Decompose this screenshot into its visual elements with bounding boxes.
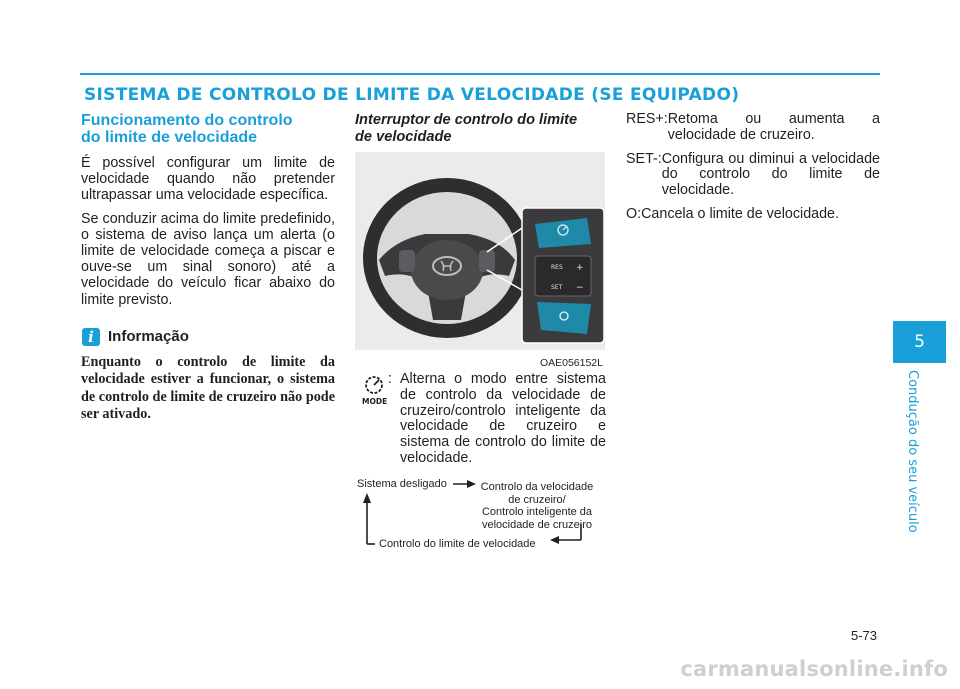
arrow-cruise-to-limit-head <box>550 536 559 544</box>
chapter-name: Condução do seu veículo <box>905 370 920 533</box>
intro-paragraph: É possível configurar um limite de velocidade quando não pretender ultrapassar uma velocidade específica. <box>81 155 335 204</box>
set-term: SET-: <box>626 150 662 167</box>
mode-cycle-diagram <box>355 476 605 561</box>
cancel-definition <box>626 207 880 223</box>
figure-code: OAE056152L <box>539 357 603 369</box>
steering-wheel-illustration <box>355 152 605 350</box>
right-column <box>626 112 880 231</box>
res-term: RES+: <box>626 111 668 127</box>
top-rule <box>80 73 880 75</box>
flow-cruise-control <box>473 481 601 531</box>
set-label: SET <box>551 284 563 291</box>
flow-speed-limit: Controlo do limite de velocidade <box>379 538 536 550</box>
steering-wheel-hub <box>411 240 483 300</box>
mode-description-text: Alterna o modo entre sistema de controlo da velocidade de cruzeiro/controlo inteligente da velocidade de cruzeiro e sistema de controlo do limite de velocidade. <box>400 371 606 466</box>
warning-paragraph: Se conduzir acima do limite predefinido, o sistema de aviso lança um alerta (o limite de velocidade começa a piscar e ouve-se um sinal sonoro) até a velocidade do veículo ficar abaixo do limite previsto. <box>81 210 335 308</box>
flow-system-off: Sistema desligado <box>357 478 447 490</box>
cancel-description: Cancela o limite de velocidade. <box>641 205 839 222</box>
mode-colon: : <box>388 371 392 387</box>
cancel-term: O: <box>626 205 642 222</box>
operation-heading <box>81 112 335 146</box>
spoke-buttons-left <box>399 250 415 272</box>
info-body: Enquanto o controlo de limite da velocidade estiver a funcionar, o sistema de controlo de limite de cruzeiro não pode ser ativado. <box>81 353 335 423</box>
operation-heading-line1: Funcionamento do controlo <box>81 112 293 129</box>
switch-heading <box>355 112 605 146</box>
set-definition <box>626 152 880 199</box>
chapter-tab[interactable]: 5 <box>893 321 946 363</box>
res-description: Retoma ou aumenta a velocidade de cruzeiro. <box>667 111 880 143</box>
arrow-limit-to-off-head <box>363 493 371 503</box>
set-minus-label: − <box>576 283 584 293</box>
steering-wheel-figure <box>355 152 605 369</box>
switch-heading-line2: de velocidade <box>355 129 452 145</box>
watermark: carmanualsonline.info <box>680 657 948 681</box>
flow-cruise-line2: de cruzeiro/ <box>508 493 566 506</box>
mode-icon-needle <box>374 380 379 385</box>
res-definition <box>626 112 880 144</box>
spoke-buttons-right <box>479 250 495 272</box>
page-number: 5-73 <box>850 628 877 643</box>
info-heading <box>82 328 335 346</box>
mode-speedometer-icon <box>361 375 391 409</box>
mode-description-row <box>355 372 605 464</box>
flow-cruise-line3: Controlo inteligente da <box>481 506 593 518</box>
section-title: SISTEMA DE CONTROLO DE LIMITE DA VELOCIDADE (SE EQUIPADO) <box>84 85 740 105</box>
switch-heading-line1: Interruptor de controlo do limite <box>355 112 578 128</box>
flow-cruise-line4: velocidade de cruzeiro <box>481 518 593 531</box>
res-label: RES <box>551 264 563 271</box>
middle-column <box>355 112 605 561</box>
left-column <box>81 112 335 424</box>
mode-description <box>388 372 606 467</box>
cancel-button-shape <box>537 302 591 334</box>
info-icon: i <box>82 328 100 346</box>
flow-cruise-line1: Controlo da velocidade <box>480 481 594 493</box>
info-title: Informação <box>108 328 189 346</box>
operation-heading-line2: do limite de velocidade <box>81 129 258 146</box>
res-plus-label: + <box>576 263 584 273</box>
set-description: Configura ou diminui a velocidade do controlo do limite de velocidade. <box>661 150 880 199</box>
mode-icon-label: MODE <box>362 397 388 406</box>
